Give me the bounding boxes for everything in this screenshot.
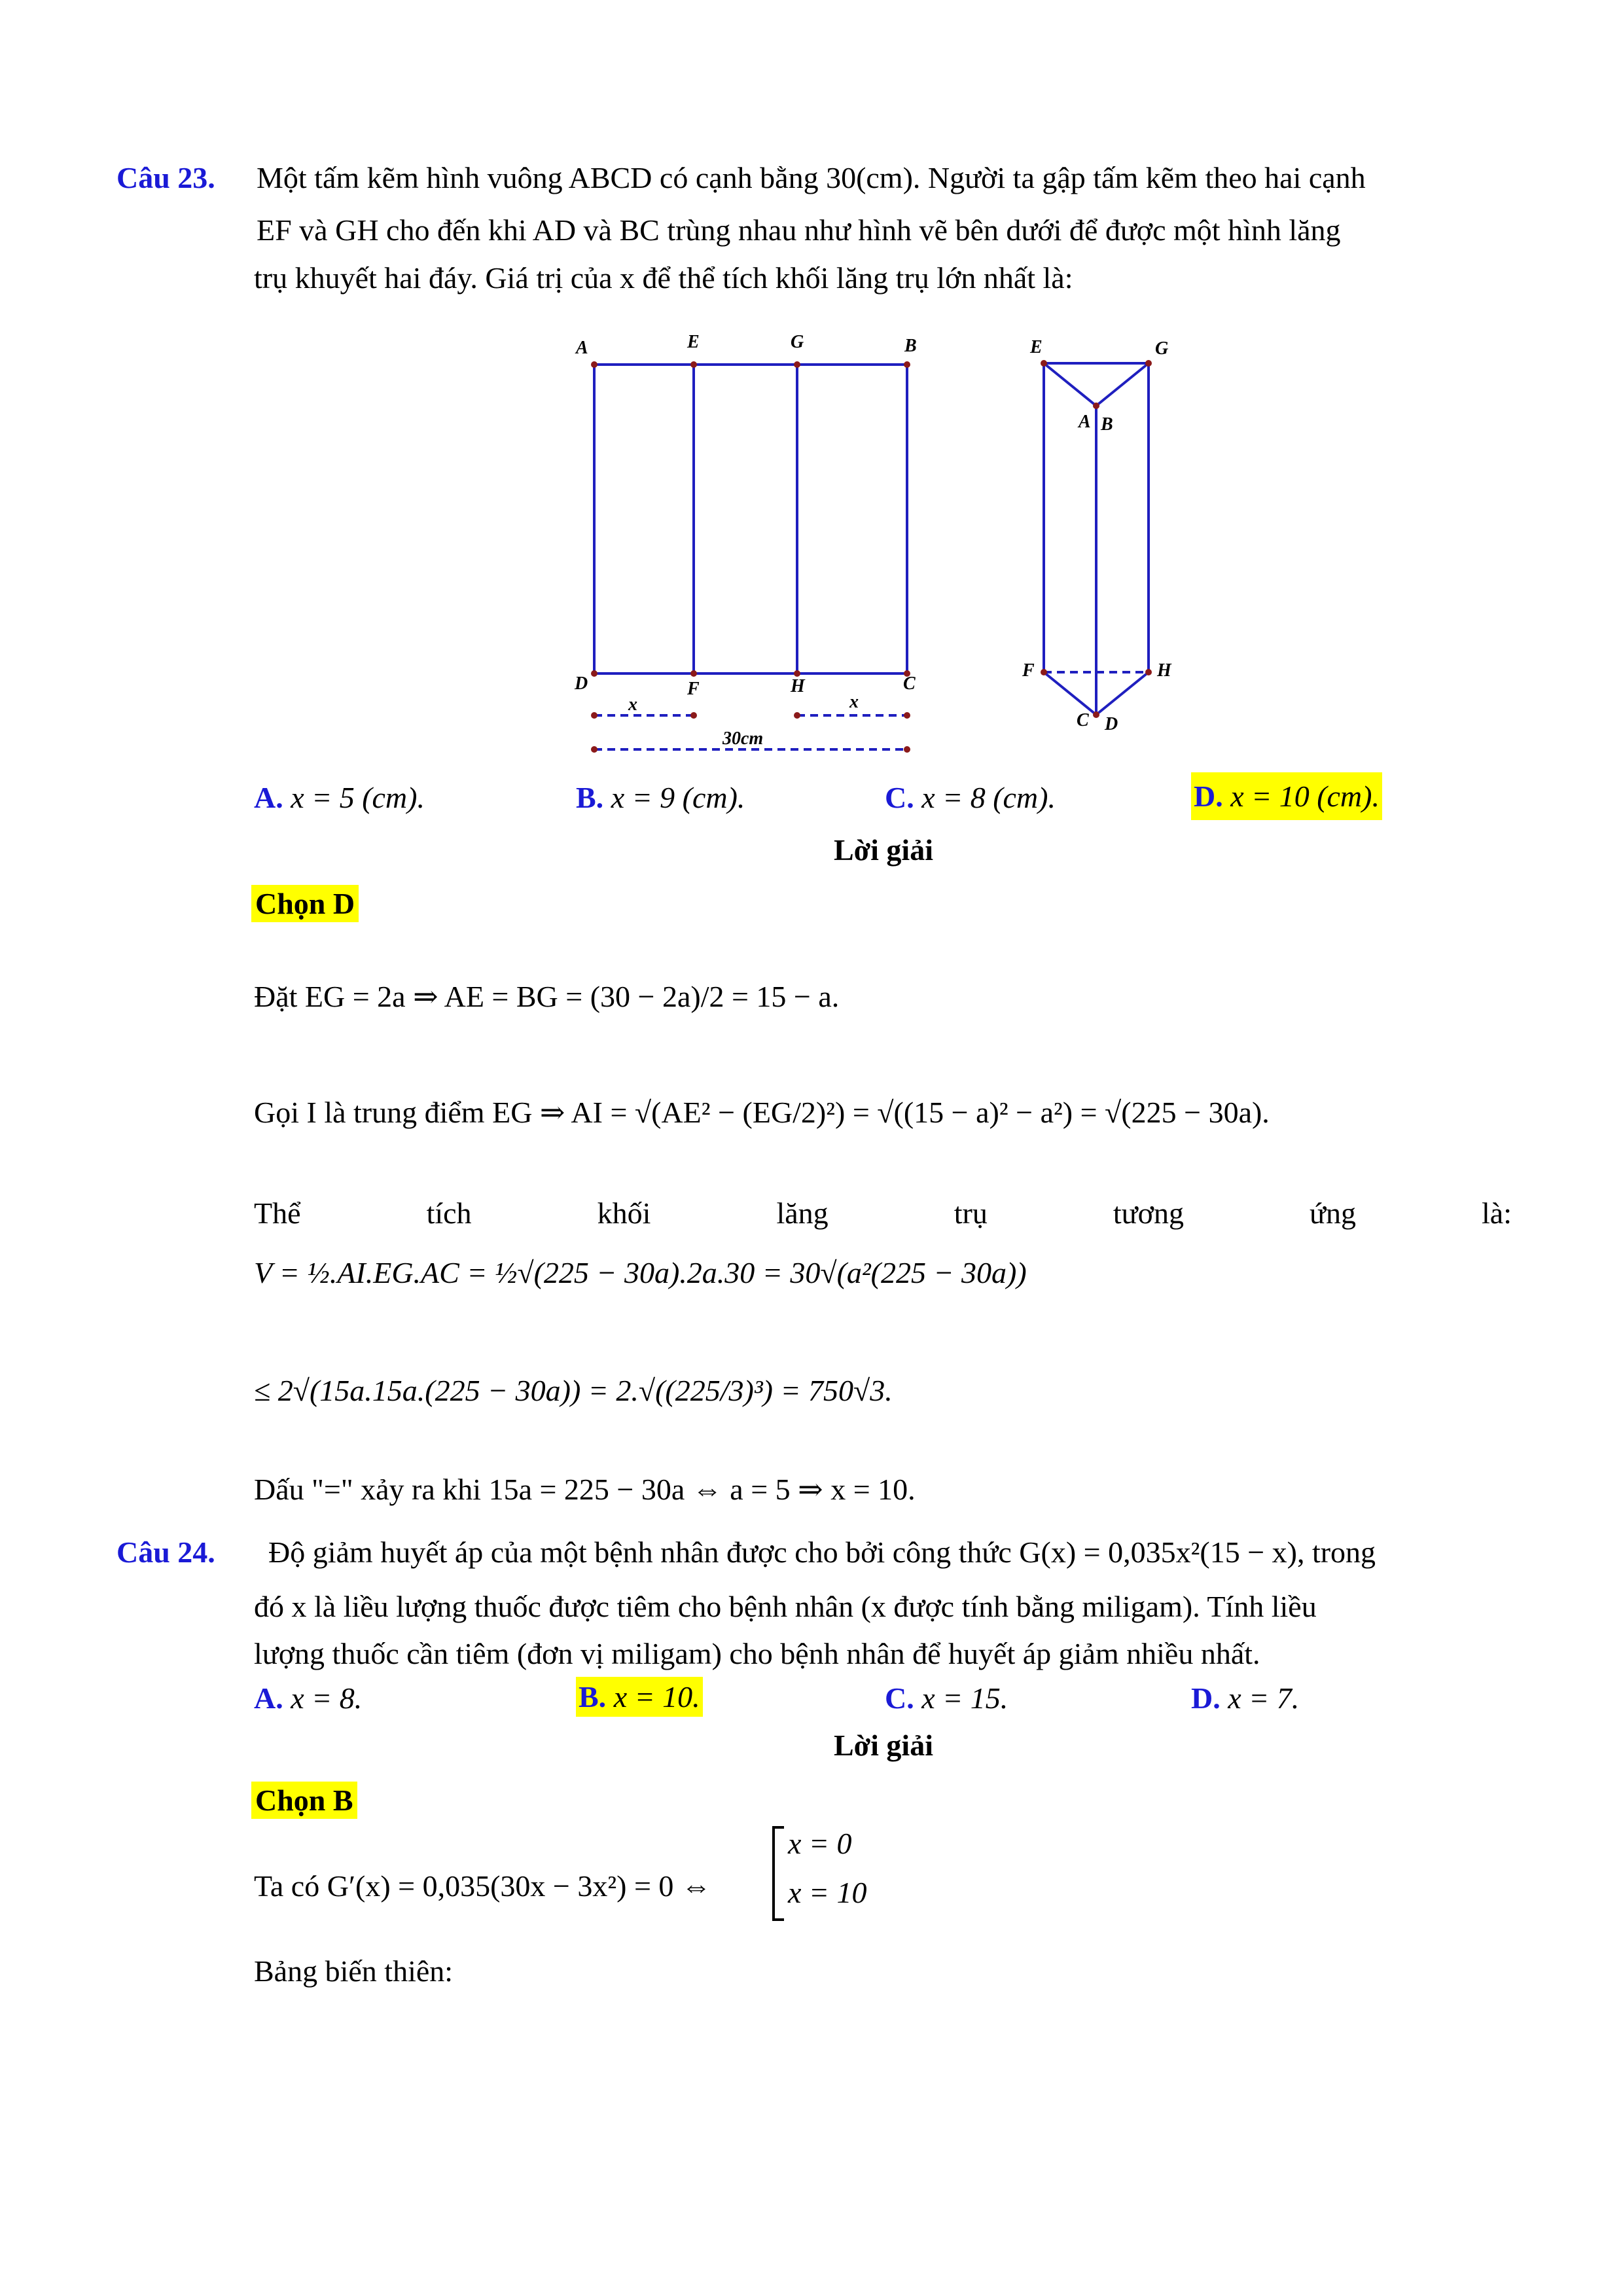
q23-option-c: C. x = 8 (cm).	[885, 781, 1056, 814]
q23-step2: Gọi I là trung điểm EG ⇒ AI = √(AE² − (EG/2)²) = √((15 − a)² − a²) = √(225 − 30a).	[254, 1096, 1270, 1129]
label-left-H: H	[791, 676, 805, 696]
label-right-H: H	[1157, 660, 1171, 681]
label-left-x1: x	[628, 694, 637, 715]
prism-edge-hc	[1096, 672, 1149, 715]
label-right-B: B	[1101, 414, 1113, 435]
label-left-A: A	[576, 338, 588, 358]
q24-option-a: A. x = 8.	[254, 1681, 363, 1715]
q23-line2: EF và GH cho đến khi AD và BC trùng nhau như hình vẽ bên dưới để được một hình lăng	[257, 213, 1341, 247]
q23-step3-formula: V = ½.AI.EG.AC = ½√(225 − 30a).2a.30 = 30√(a²(225 − 30a))	[254, 1256, 1027, 1289]
q23-step4: ≤ 2√(15a.15a.(225 − 30a)) = 2.√((225/3)³) = 750√3.	[254, 1374, 893, 1407]
q24-choice-badge: Chọn B	[251, 1782, 357, 1819]
q24-option-b: B. x = 10.	[576, 1677, 703, 1717]
label-right-A: A	[1079, 412, 1091, 432]
label-left-E: E	[687, 332, 700, 352]
label-right-F: F	[1022, 660, 1035, 681]
q24-step1-prefix: Ta có G′(x) = 0,035(30x − 3x²) = 0 ⇔	[254, 1869, 711, 1903]
label-right-G: G	[1155, 338, 1169, 359]
q23-label: Câu 23.	[116, 161, 215, 194]
q24-option-c: C. x = 15.	[885, 1681, 1008, 1715]
prism-edge-ea	[1044, 363, 1096, 406]
sheet-outline	[594, 365, 907, 673]
prism-edge-gb	[1096, 363, 1149, 406]
label-right-D: D	[1105, 714, 1118, 734]
q24-solution-title: Lời giải	[834, 1729, 933, 1762]
q23-option-b: B. x = 9 (cm).	[576, 781, 745, 814]
q24-label: Câu 24.	[116, 1535, 215, 1569]
q23-choice-badge: Chọn D	[251, 885, 359, 922]
q24-table-title: Bảng biến thiên:	[254, 1954, 454, 1988]
label-left-D: D	[575, 673, 588, 694]
q24-option-d: D. x = 7.	[1191, 1681, 1300, 1715]
q23-step5: Dấu "=" xảy ra khi 15a = 225 − 30a ⇔ a = 5 ⇒ x = 10.	[254, 1473, 916, 1506]
q24-line1: Độ giảm huyết áp của một bệnh nhân được cho bởi công thức G(x) = 0,035x²(15 − x), trong	[268, 1535, 1376, 1569]
prism-edge-fd	[1044, 672, 1096, 715]
q23-line1: Một tấm kẽm hình vuông ABCD có cạnh bằng 30(cm). Người ta gập tấm kẽm theo hai cạnh	[257, 161, 1366, 194]
q23-step3-words: Thể tích khối lăng trụ tương ứng là:	[254, 1196, 1512, 1230]
label-left-G: G	[791, 332, 804, 352]
q24-line2: đó x là liều lượng thuốc được tiêm cho bệnh nhân (x được tính bằng miligam). Tính liều	[254, 1590, 1317, 1623]
label-left-total: 30cm	[722, 728, 764, 749]
q24-line3: lượng thuốc cần tiêm (đơn vị miligam) cho bệnh nhân để huyết áp giảm nhiều nhất.	[254, 1637, 1260, 1670]
label-right-C: C	[1077, 710, 1089, 730]
q23-option-d: D. x = 10 (cm).	[1191, 772, 1382, 820]
q23-figure	[556, 324, 1211, 769]
label-left-F: F	[687, 679, 700, 699]
q23-step1: Đặt EG = 2a ⇒ AE = BG = (30 − 2a)/2 = 15 − a.	[254, 980, 840, 1013]
label-left-C: C	[903, 673, 916, 694]
q23-solution-title: Lời giải	[834, 833, 933, 867]
q24-case-2: x = 10	[788, 1876, 867, 1909]
q23-line3: trụ khuyết hai đáy. Giá trị của x để thể tích khối lăng trụ lớn nhất là:	[254, 261, 1073, 295]
q24-case-1: x = 0	[788, 1827, 852, 1860]
label-left-B: B	[904, 336, 917, 356]
label-left-x2: x	[849, 692, 859, 712]
label-right-E: E	[1030, 337, 1043, 357]
q23-option-a: A. x = 5 (cm).	[254, 781, 425, 814]
